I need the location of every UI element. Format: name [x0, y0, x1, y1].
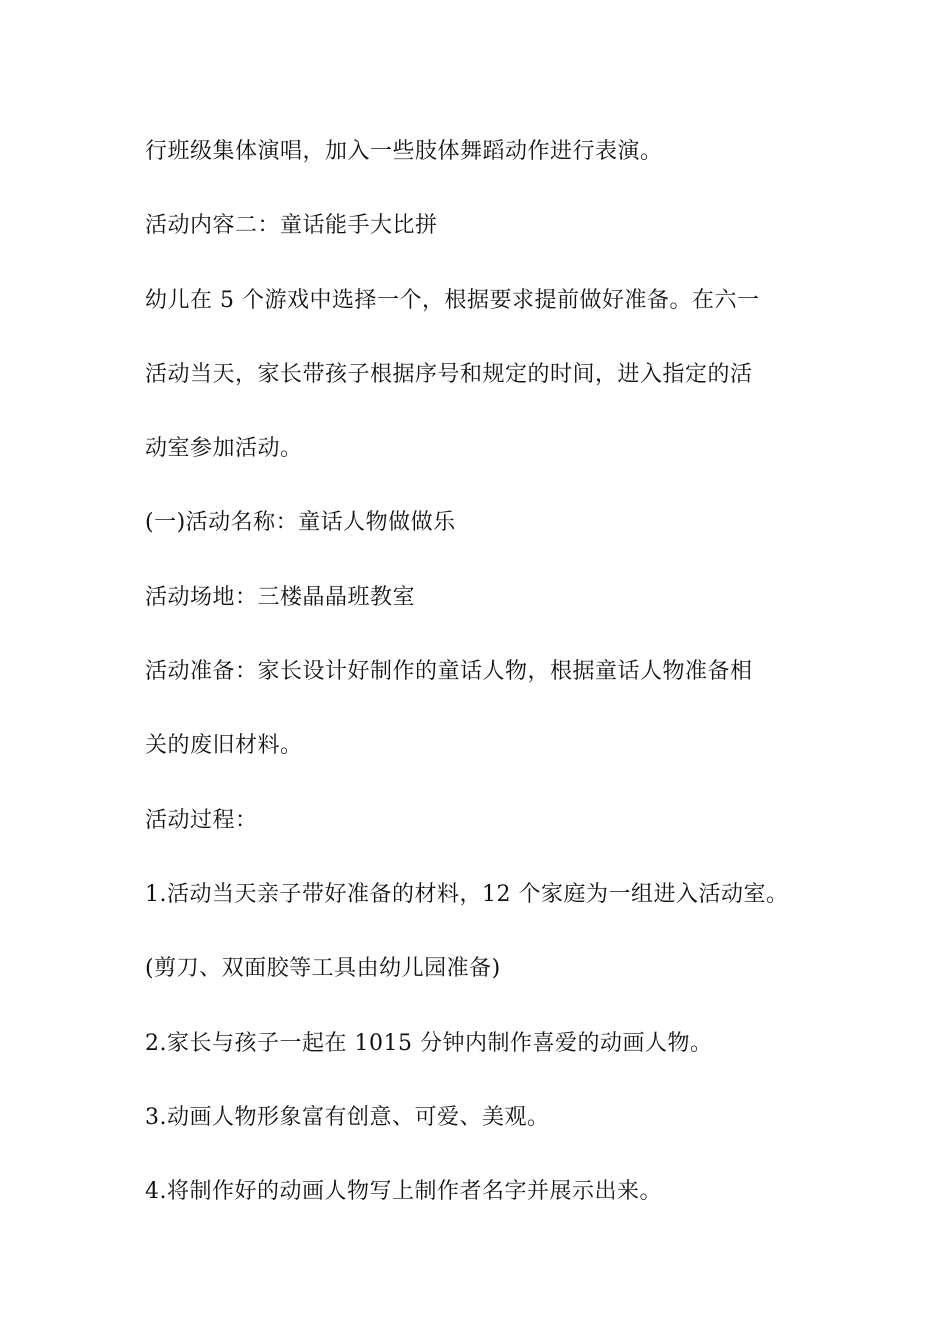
- paragraph-line: 行班级集体演唱，加入一些肢体舞蹈动作进行表演。: [145, 139, 663, 164]
- process-heading: 活动过程：: [145, 808, 258, 833]
- paragraph-line: 活动当天，家长带孩子根据序号和规定的时间，进入指定的活: [145, 362, 753, 387]
- activity-name: (一)活动名称：童话人物做做乐: [145, 510, 456, 535]
- process-step: 2.家长与孩子一起在 1015 分钟内制作喜爱的动画人物。: [145, 1031, 713, 1056]
- paragraph-line: 幼儿在 5 个游戏中选择一个，根据要求提前做好准备。在六一: [145, 288, 760, 313]
- process-step: 1.活动当天亲子带好准备的材料，12 个家庭为一组进入活动室。: [145, 882, 789, 907]
- process-step: 3.动画人物形象富有创意、可爱、美观。: [145, 1105, 550, 1130]
- process-note: (剪刀、双面胶等工具由幼儿园准备): [145, 956, 501, 981]
- process-step: 4.将制作好的动画人物写上制作者名字并展示出来。: [145, 1179, 662, 1204]
- paragraph-line: 关的废旧材料。: [145, 733, 303, 758]
- activity-venue: 活动场地：三楼晶晶班教室: [145, 585, 416, 610]
- paragraph-line: 动室参加活动。: [145, 436, 303, 461]
- activity-preparation: 活动准备：家长设计好制作的童话人物，根据童话人物准备相: [145, 659, 753, 684]
- section-heading: 活动内容二：童话能手大比拼: [145, 213, 438, 238]
